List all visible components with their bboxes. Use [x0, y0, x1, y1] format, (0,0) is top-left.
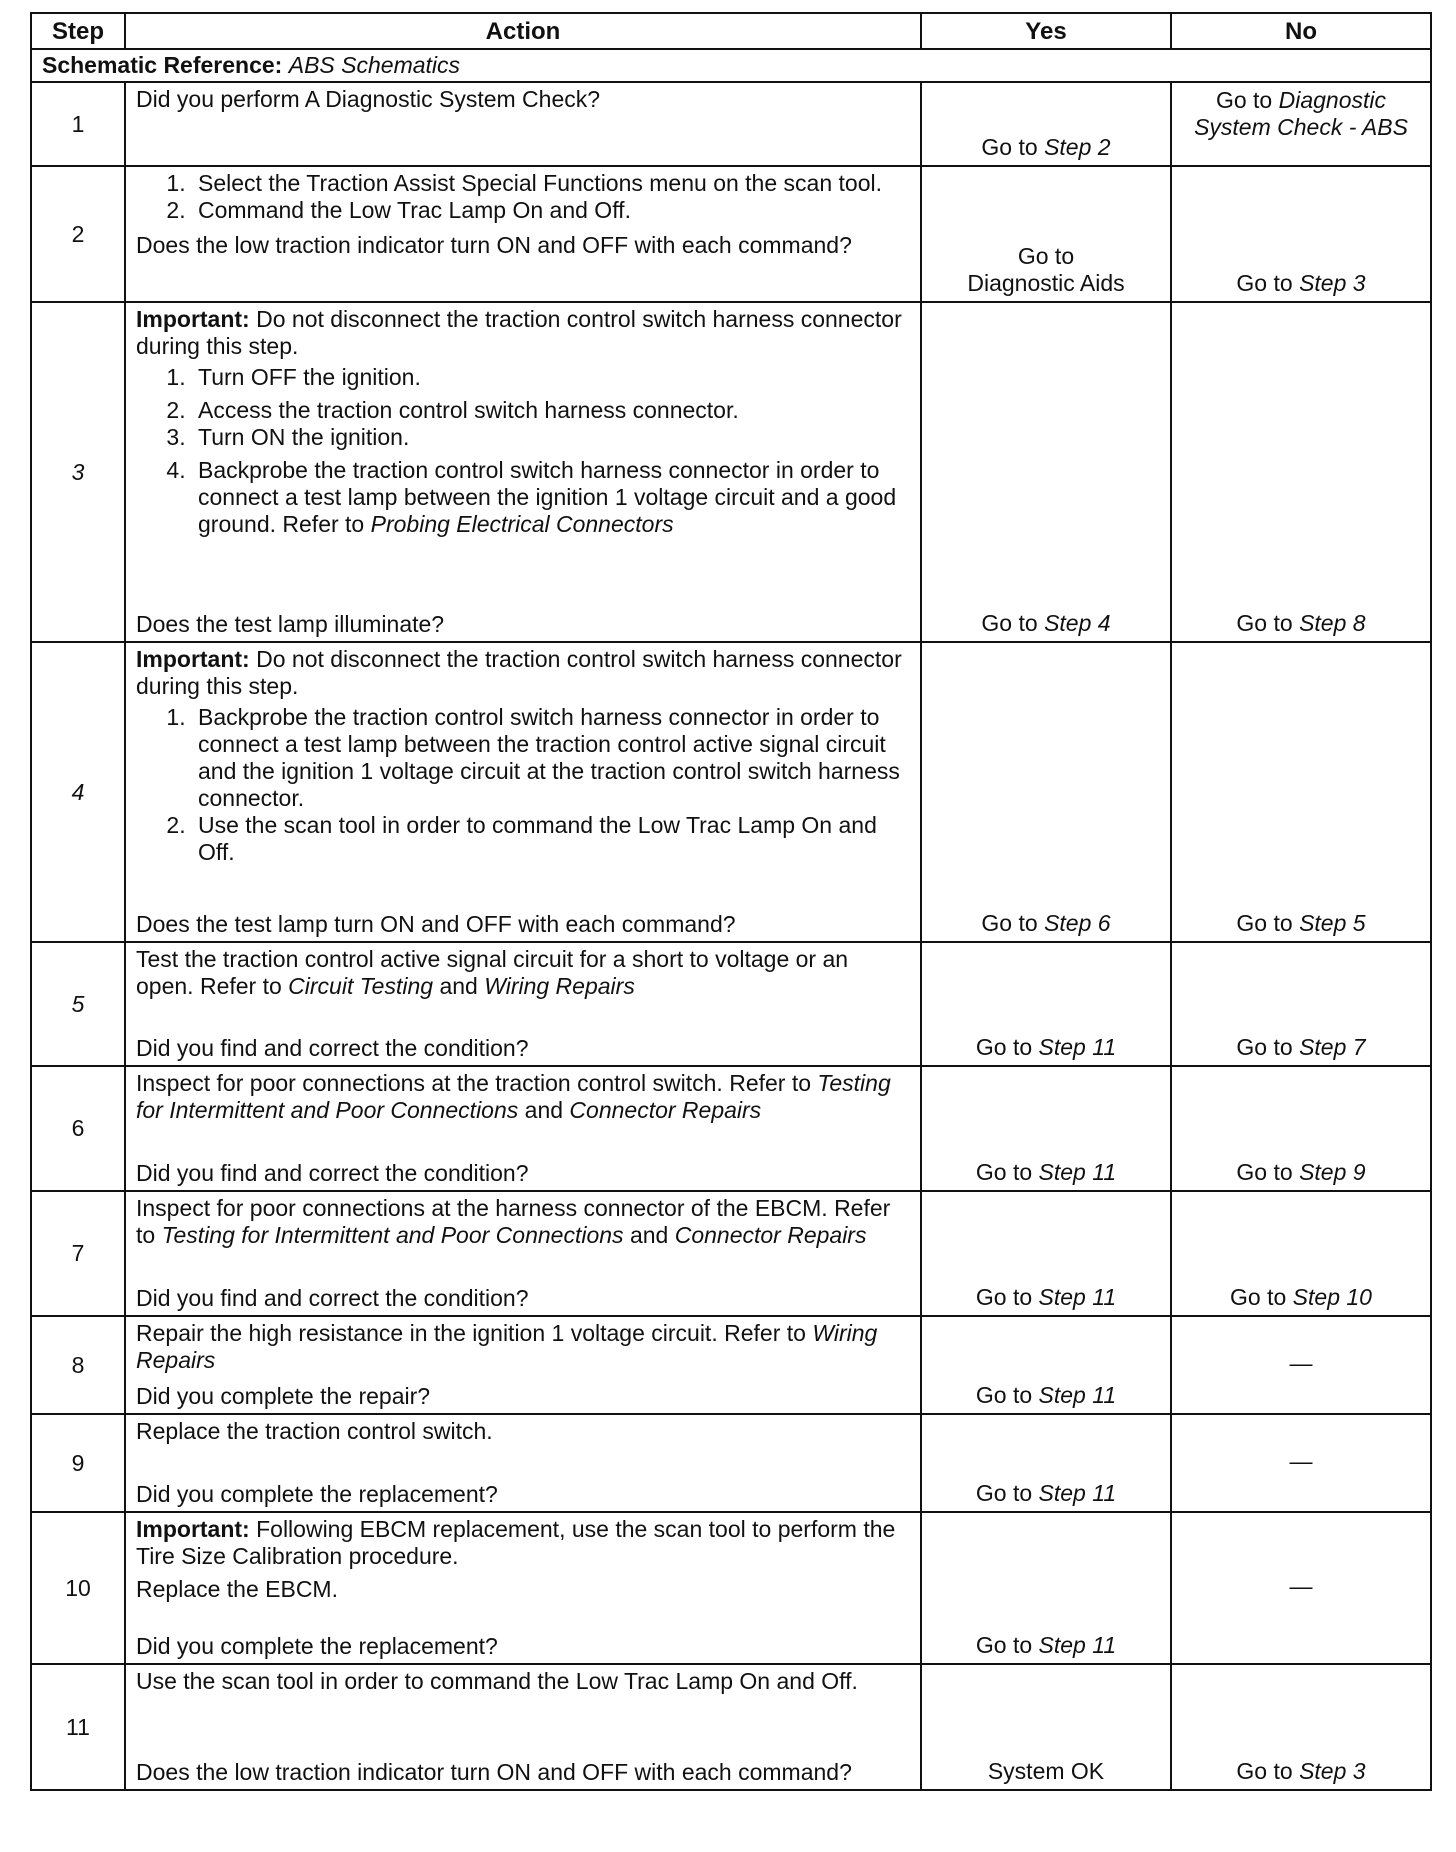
no-cell: Go to Step 8	[1171, 302, 1431, 642]
step-row-10	[31, 1512, 1431, 1664]
action-cell	[125, 642, 921, 942]
reference-link[interactable]: Testing for Intermittent and Poor Connections	[161, 1222, 624, 1248]
no-cell: Go to Step 7	[1171, 942, 1431, 1066]
no-cell: —	[1171, 1316, 1431, 1414]
reference-link[interactable]: Connector Repairs	[674, 1222, 867, 1248]
step-number: 7	[31, 1191, 125, 1316]
no-cell: Go to Step 9	[1171, 1066, 1431, 1191]
list-item: 3. Turn ON the ignition.	[192, 424, 910, 451]
step-number: 1	[31, 82, 125, 166]
no-cell: Go to Step 5	[1171, 642, 1431, 942]
action-header: Action	[125, 13, 921, 49]
yes-cell: Go to Step 4	[921, 302, 1171, 642]
list-item: 4. Backprobe the traction control switch harness connector in order to connect a test lamp between the ignition 1 voltage circuit and a good ground. Refer to Probing Electrical Connectors	[192, 457, 910, 538]
important-label: Important:	[136, 646, 250, 672]
yes-cell: Go to Step 2	[921, 82, 1171, 166]
list-item: 2. Access the traction control switch harness connector.	[192, 397, 910, 424]
list-item: 1. Turn OFF the ignition.	[192, 364, 910, 391]
yes-cell: Go to Step 11	[921, 942, 1171, 1066]
yes-link[interactable]: Step 11	[1038, 1159, 1117, 1185]
yes-link[interactable]: Step 11	[1038, 1284, 1117, 1310]
reference-link[interactable]: Testing for Intermittent and Poor Connections	[136, 1070, 891, 1123]
yes-cell: System OK	[921, 1664, 1171, 1790]
question: Did you complete the replacement?	[136, 1633, 498, 1659]
step-row-8	[31, 1316, 1431, 1414]
step-row-11	[31, 1664, 1431, 1790]
action-cell	[125, 166, 921, 302]
step-row-9	[31, 1414, 1431, 1512]
question: Did you perform A Diagnostic System Check?	[136, 86, 601, 112]
no-cell: —	[1171, 1414, 1431, 1512]
important-label: Important:	[136, 306, 250, 332]
yes-cell: Go to Step 11	[921, 1512, 1171, 1664]
action-text: Replace the traction control switch.	[136, 1418, 493, 1444]
list-item: 2. Use the scan tool in order to command the Low Trac Lamp On and Off.	[192, 812, 910, 866]
step-number: 5	[31, 942, 125, 1066]
no-link[interactable]: Step 10	[1292, 1284, 1372, 1310]
action-cell	[125, 1664, 921, 1790]
question: Does the test lamp illuminate?	[136, 611, 445, 637]
action-cell: Inspect for poor connections at the harness connector of the EBCM. Refer to Testing for Intermittent and Poor Connections and Connector Repairs Did you find and correct the condition?	[125, 1191, 921, 1316]
step-number: 4	[31, 642, 125, 942]
list-item: 1. Select the Traction Assist Special Functions menu on the scan tool.	[192, 170, 910, 197]
no-cell: Go to Diagnostic System Check - ABS	[1171, 82, 1431, 166]
question: Does the test lamp turn ON and OFF with each command?	[136, 911, 736, 937]
yes-link[interactable]: Step 11	[1038, 1034, 1117, 1060]
question: Does the low traction indicator turn ON and OFF with each command?	[136, 232, 852, 258]
yes-cell: Go to Step 11	[921, 1316, 1171, 1414]
yes-cell: Go to Step 11	[921, 1066, 1171, 1191]
yes-link[interactable]: Step 2	[1044, 134, 1111, 160]
reference-link[interactable]: Wiring Repairs	[484, 973, 635, 999]
action-cell	[125, 1512, 921, 1664]
action-cell	[125, 1414, 921, 1512]
no-link[interactable]: Step 7	[1299, 1034, 1366, 1060]
important-text: Following EBCM replacement, use the scan tool to perform the Tire Size Calibration procedure.	[136, 1516, 896, 1569]
step-number: 9	[31, 1414, 125, 1512]
step-row-7	[31, 1191, 1431, 1316]
yes-cell: Go to Step 6	[921, 642, 1171, 942]
yes-link[interactable]: Step 11	[1038, 1480, 1117, 1506]
question: Did you complete the repair?	[136, 1383, 431, 1409]
schematic-row	[31, 49, 1431, 82]
yes-link[interactable]: Step 11	[1038, 1632, 1117, 1658]
action-cell: Test the traction control active signal circuit for a short to voltage or an open. Refer to Circuit Testing and Wiring Repairs Did you find and correct the condition?	[125, 942, 921, 1066]
diagnostic-table	[30, 12, 1432, 1791]
no-link[interactable]: Step 9	[1299, 1159, 1366, 1185]
important-label: Important:	[136, 1516, 250, 1542]
question: Does the low traction indicator turn ON and OFF with each command?	[136, 1759, 852, 1785]
no-cell: Go to Step 3	[1171, 1664, 1431, 1790]
step-header: Step	[31, 13, 125, 49]
question: Did you find and correct the condition?	[136, 1160, 529, 1186]
action-cell	[125, 82, 921, 166]
yes-cell: Go to Step 11	[921, 1414, 1171, 1512]
important-text: Do not disconnect the traction control switch harness connector during this step.	[136, 646, 902, 699]
yes-cell: Go to Step 11	[921, 1191, 1171, 1316]
schematic-ref: ABS Schematics	[288, 52, 461, 78]
reference-link[interactable]: Probing Electrical Connectors	[370, 511, 674, 537]
step-number: 11	[31, 1664, 125, 1790]
step-number: 8	[31, 1316, 125, 1414]
step-row-6	[31, 1066, 1431, 1191]
reference-link[interactable]: Connector Repairs	[569, 1097, 762, 1123]
no-link[interactable]: Step 3	[1299, 270, 1366, 296]
reference-link[interactable]: Wiring Repairs	[136, 1320, 878, 1373]
yes-cell: Go to Diagnostic Aids	[921, 166, 1171, 302]
yes-link[interactable]: Step 4	[1044, 610, 1111, 636]
action-cell: Repair the high resistance in the ignition 1 voltage circuit. Refer to Wiring Repairs Did you complete the repair?	[125, 1316, 921, 1414]
yes-link[interactable]: Step 6	[1044, 910, 1111, 936]
no-link[interactable]: Step 3	[1299, 1758, 1366, 1784]
yes-header: Yes	[921, 13, 1171, 49]
no-cell: Go to Step 10	[1171, 1191, 1431, 1316]
no-link[interactable]: Step 8	[1299, 610, 1366, 636]
yes-link[interactable]: Step 11	[1038, 1382, 1117, 1408]
step-row-5	[31, 942, 1431, 1066]
step-number: 3	[31, 302, 125, 642]
question: Did you find and correct the condition?	[136, 1285, 529, 1311]
schematic-label: Schematic Reference:	[42, 52, 283, 78]
step-row-1	[31, 82, 1431, 166]
no-link[interactable]: Diagnostic System Check - ABS	[1194, 87, 1408, 140]
action-text: Replace the EBCM.	[136, 1576, 338, 1602]
important-text: Do not disconnect the traction control switch harness connector during this step.	[136, 306, 902, 359]
no-header: No	[1171, 13, 1431, 49]
step-number: 6	[31, 1066, 125, 1191]
action-text: Use the scan tool in order to command the Low Trac Lamp On and Off.	[136, 1668, 858, 1694]
step-row-4	[31, 642, 1431, 942]
step-row-2	[31, 166, 1431, 302]
no-cell: Go to Step 3	[1171, 166, 1431, 302]
list-item: 1. Backprobe the traction control switch harness connector in order to connect a test lamp between the traction control active signal circuit and the ignition 1 voltage circuit at the traction control switch harness connector.	[192, 704, 910, 812]
yes-link[interactable]: Diagnostic Aids	[967, 270, 1125, 296]
question: Did you complete the replacement?	[136, 1481, 498, 1507]
step-number: 10	[31, 1512, 125, 1664]
reference-link[interactable]: Circuit Testing	[288, 973, 434, 999]
step-row-3	[31, 302, 1431, 642]
question: Did you find and correct the condition?	[136, 1035, 529, 1061]
action-cell	[125, 302, 921, 642]
action-cell: Inspect for poor connections at the traction control switch. Refer to Testing for Intermittent and Poor Connections and Connector Repairs Did you find and correct the condition?	[125, 1066, 921, 1191]
header-row	[31, 13, 1431, 49]
no-link[interactable]: Step 5	[1299, 910, 1366, 936]
step-number: 2	[31, 166, 125, 302]
no-cell: —	[1171, 1512, 1431, 1664]
diagnostic-table-sheet	[30, 12, 1430, 1791]
list-item: 2. Command the Low Trac Lamp On and Off.	[192, 197, 910, 224]
